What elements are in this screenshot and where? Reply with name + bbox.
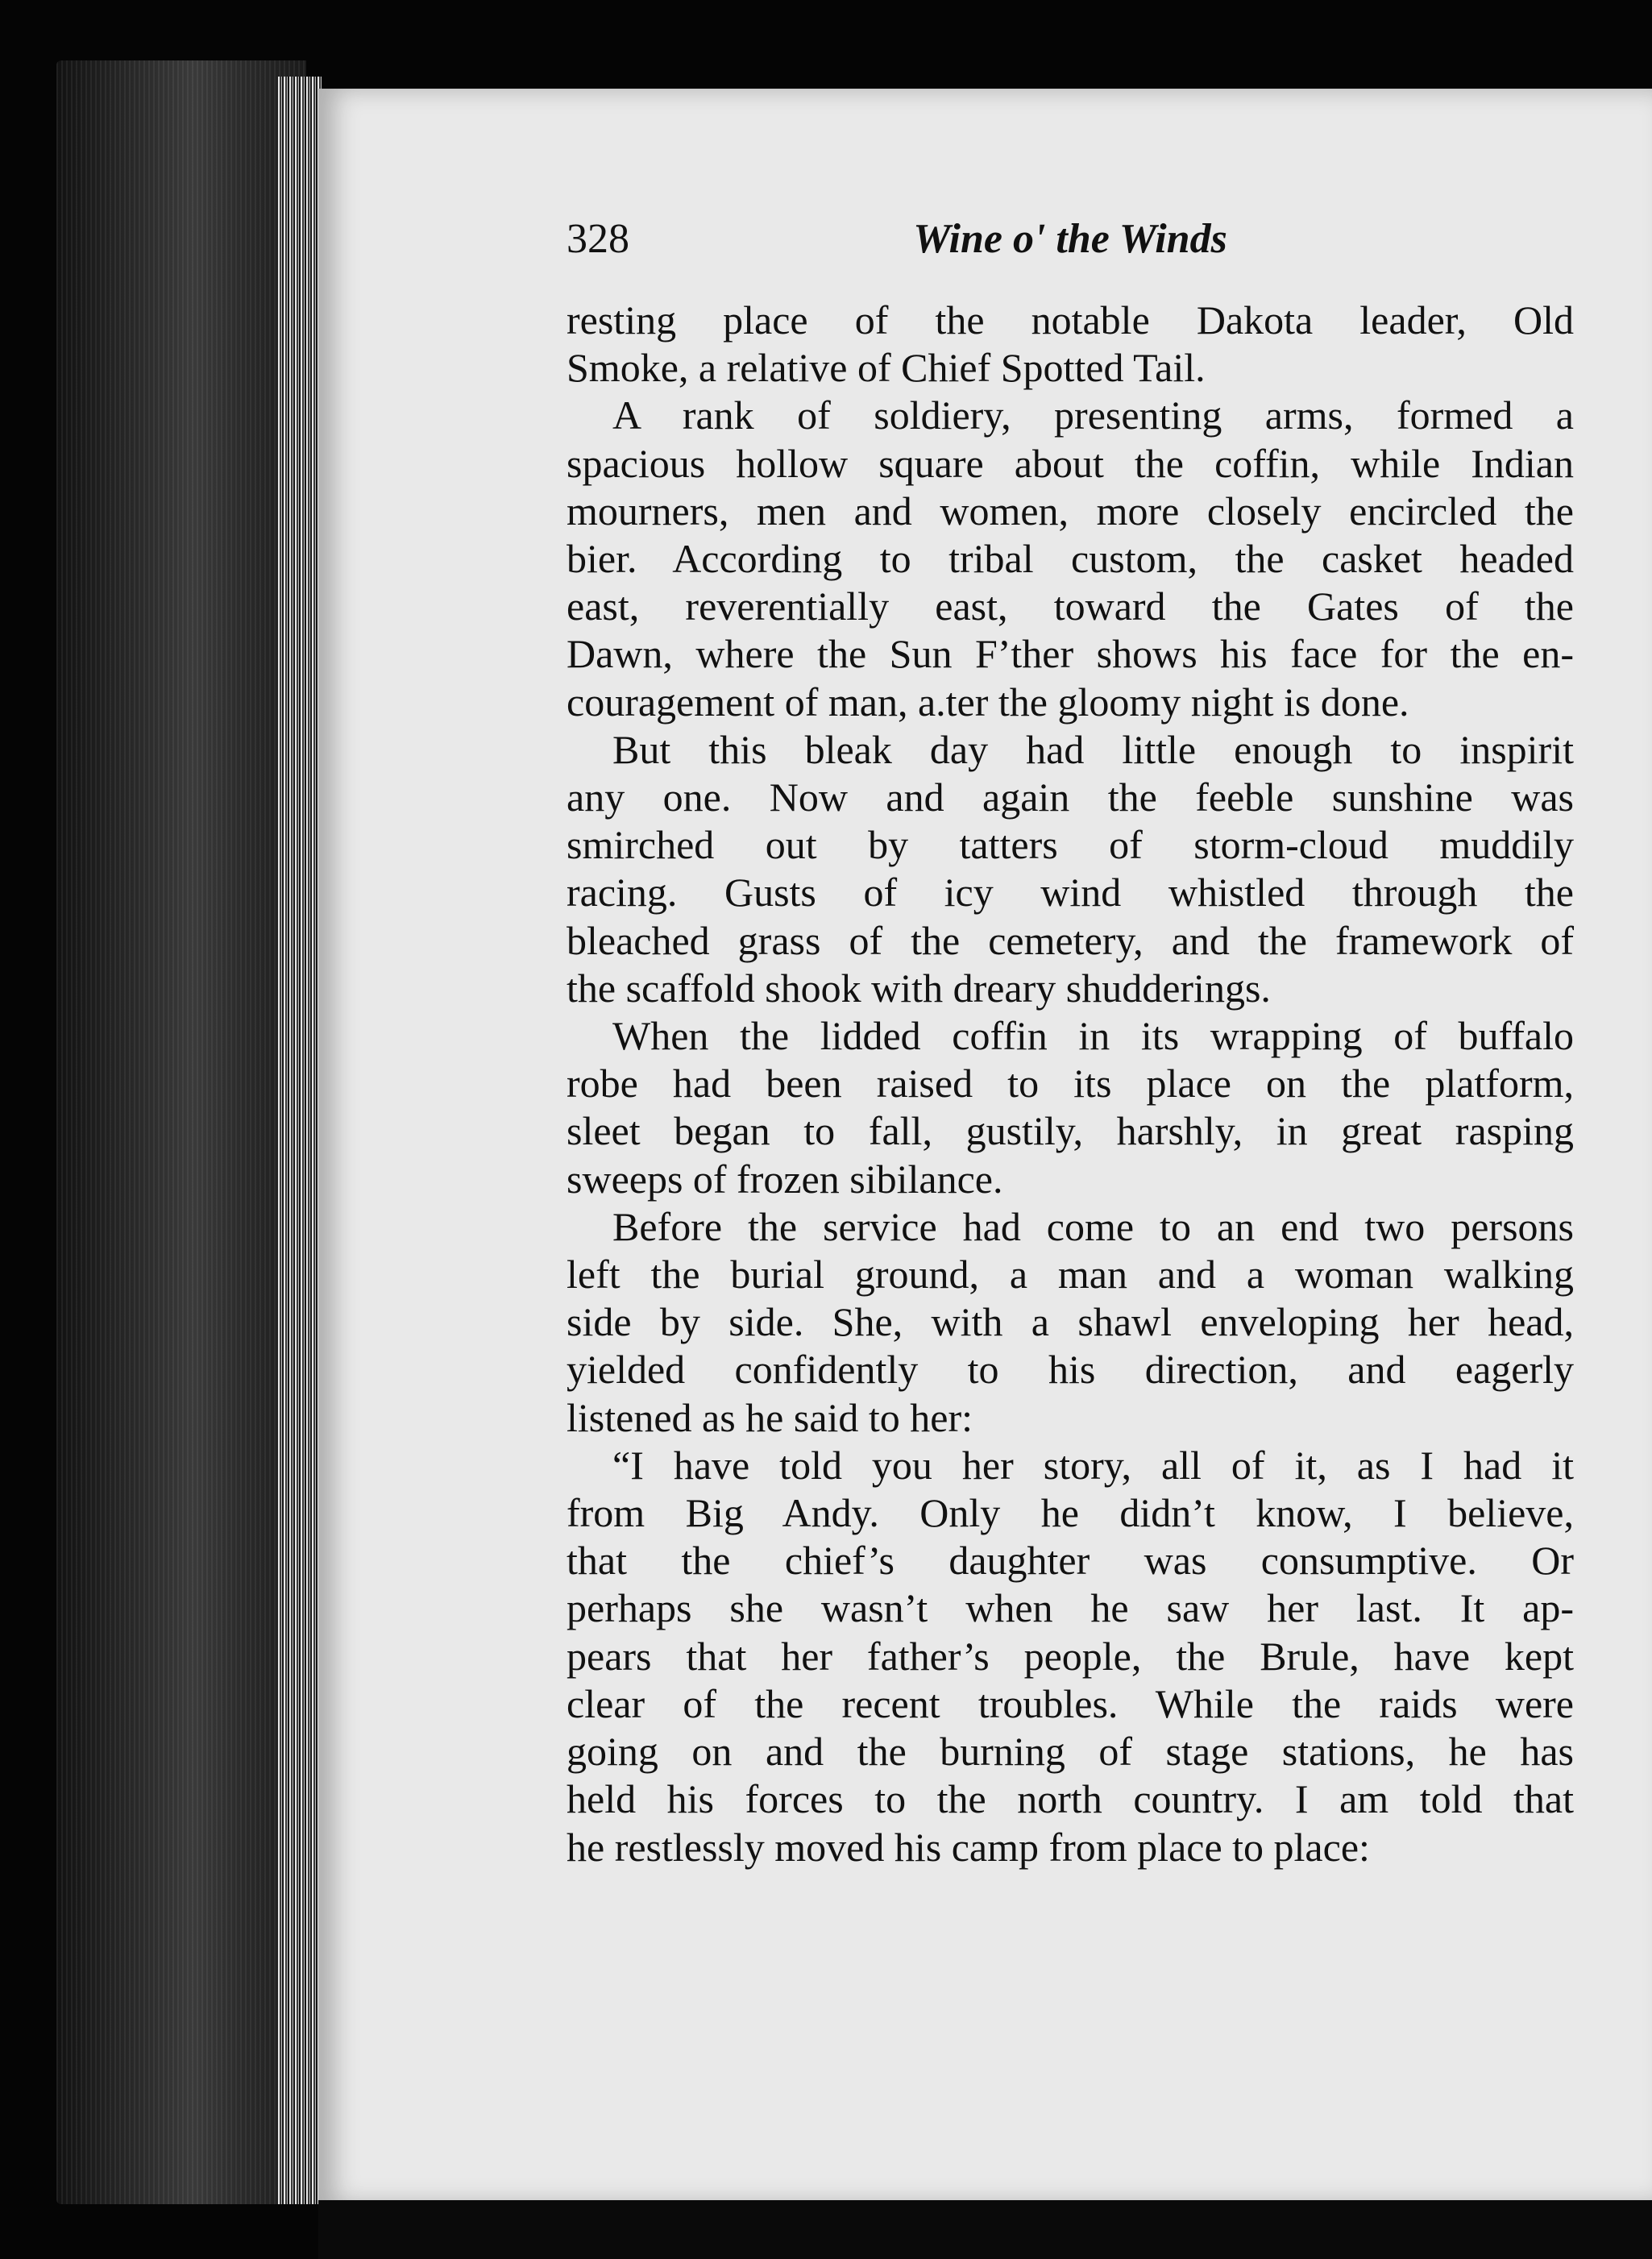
text-line: sleet began to fall, gustily, harshly, in great rasping xyxy=(567,1108,1574,1154)
text-line: he restlessly moved his camp from place to place: xyxy=(567,1824,1370,1870)
page-edges xyxy=(278,77,322,2204)
text-line: bleached grass of the cemetery, and the framework of xyxy=(567,917,1574,963)
text-line: racing. Gusts of icy wind whistled through the xyxy=(567,870,1574,916)
text-line: bier. According to tribal custom, the casket headed xyxy=(567,536,1574,582)
text-line: from Big Andy. Only he didn’t know, I believe, xyxy=(567,1490,1574,1536)
paragraph xyxy=(567,297,1574,392)
paragraph xyxy=(567,392,1574,725)
text-line: mourners, men and women, more closely encircled the xyxy=(567,488,1574,534)
text-line: yielded confidently to his direction, and eagerly xyxy=(567,1347,1574,1393)
text-line: When the lidded coffin in its wrapping of buffalo xyxy=(612,1013,1574,1059)
paragraph xyxy=(567,1442,1574,1871)
text-line: A rank of soldiery, presenting arms, formed a xyxy=(612,392,1574,438)
text-line: spacious hollow square about the coffin, while Indian xyxy=(567,440,1574,486)
body-text xyxy=(567,297,1574,1871)
paragraph xyxy=(567,1012,1574,1203)
text-line: robe had been raised to its place on the platform, xyxy=(567,1061,1574,1107)
text-line: perhaps she wasn’t when he saw her last. It ap- xyxy=(567,1585,1574,1631)
text-line: pears that her father’s people, the Brule, have kept xyxy=(567,1633,1574,1679)
paragraph xyxy=(567,1203,1574,1442)
text-line: listened as he said to her: xyxy=(567,1394,973,1440)
book-title: Wine o' the Winds xyxy=(913,216,1227,262)
text-line: Smoke, a relative of Chief Spotted Tail. xyxy=(567,345,1206,391)
text-line: “I have told you her story, all of it, as I had it xyxy=(612,1442,1574,1488)
running-head xyxy=(567,211,1574,268)
text-line: east, reverentially east, toward the Gates of the xyxy=(567,583,1574,629)
text-line: clear of the recent troubles. While the raids were xyxy=(567,1680,1574,1726)
text-line: left the burial ground, a man and a woman walking xyxy=(567,1252,1574,1298)
text-line: sweeps of frozen sibilance. xyxy=(567,1156,1003,1202)
text-line: the scaffold shook with dreary shudderings. xyxy=(567,965,1271,1011)
bottom-shadow xyxy=(318,2200,1652,2259)
text-line: held his forces to the north country. I am told that xyxy=(567,1776,1574,1822)
text-line: side by side. She, with a shawl enveloping her head, xyxy=(567,1299,1574,1345)
book-spine xyxy=(56,60,306,2204)
text-line: Before the service had come to an end two persons xyxy=(612,1203,1574,1249)
text-line: that the chief’s daughter was consumptive. Or xyxy=(567,1538,1574,1584)
text-line: resting place of the notable Dakota leader, Old xyxy=(567,297,1574,343)
text-line: smirched out by tatters of storm-cloud muddily xyxy=(567,822,1574,868)
paragraph xyxy=(567,726,1574,1012)
text-line: going on and the burning of stage stations, he has xyxy=(567,1729,1574,1775)
text-line: But this bleak day had little enough to inspirit xyxy=(612,726,1574,772)
page-number: 328 xyxy=(567,216,629,262)
text-line: Dawn, where the Sun Fʼther shows his face for the en- xyxy=(567,631,1574,677)
text-line: any one. Now and again the feeble sunshine was xyxy=(567,774,1574,820)
text-line: couragement of man, a.ter the gloomy night is done. xyxy=(567,679,1409,725)
